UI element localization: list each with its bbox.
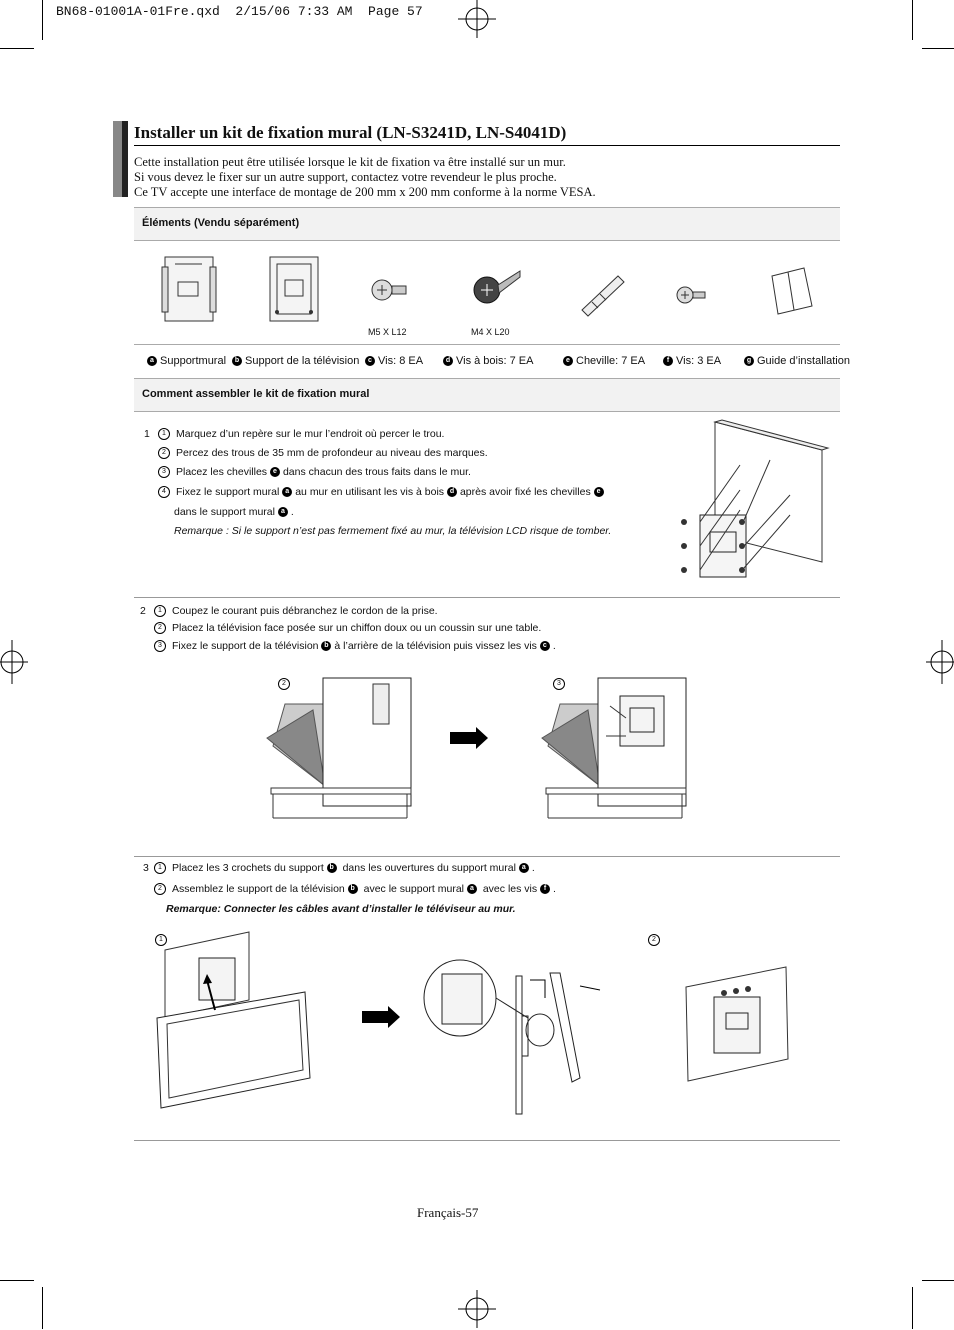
print-header: BN68-01001A-01Fre.qxd 2/15/06 7:33 AM Page 57 xyxy=(56,4,423,19)
step1-note: Remarque : Si le support n’est pas fermement fixé au mur, la télévision LCD risque de tomber. xyxy=(174,525,612,537)
step-number: 2 xyxy=(140,605,146,617)
tv-face-down-diagram xyxy=(265,676,415,821)
wood-screw-icon xyxy=(472,265,522,310)
parts-section-heading xyxy=(134,207,840,241)
legend-label: Cheville: 7 EA xyxy=(576,355,646,367)
crop-mark xyxy=(42,0,43,40)
step-text: Placez la télévision face posée sur un chiffon doux ou un coussin sur une table. xyxy=(172,622,542,634)
step-text: après avoir fixé les chevilles xyxy=(459,486,591,498)
legend-label: Vis: 3 EA xyxy=(676,355,722,367)
step3-line: 2 Assemblez le support de la télévision b avec le support mural a avec les vis f . xyxy=(154,882,556,896)
step3-note: Remarque: Connecter les câbles avant d’installer le téléviseur au mur. xyxy=(166,903,516,915)
legend-item: d Vis à bois: 7 EA xyxy=(443,355,533,367)
assembly-section-heading xyxy=(134,378,840,412)
legend-label: Support de la télévision xyxy=(245,355,360,367)
crop-mark xyxy=(0,1280,34,1281)
registration-mark-icon xyxy=(458,1290,498,1330)
step-text: dans le support mural xyxy=(174,506,275,518)
installation-guide-icon xyxy=(768,266,818,318)
legend-item: b Support de la télévision xyxy=(232,355,359,367)
intro-line: Si vous devez le fixer sur un autre support, contactez votre revendeur le plus proche. xyxy=(134,170,557,184)
step-divider xyxy=(134,597,840,598)
step-text: Placez les chevilles xyxy=(176,466,268,478)
registration-mark-icon xyxy=(0,640,30,680)
step-text: avec le support mural xyxy=(363,883,464,895)
step1-line: 3 Placez les chevilles e dans chacun des trous faits dans le mur. xyxy=(158,465,471,479)
step-text: Percez des trous de 35 mm de profondeur au niveau des marques. xyxy=(176,447,488,459)
step2-line: 3 Fixez le support de la télévision b à l’arrière de la télévision puis vissez les vis c . xyxy=(154,639,556,653)
figure-label: 2 xyxy=(648,933,666,947)
title-accent-bar xyxy=(122,121,128,197)
crop-mark xyxy=(922,48,954,49)
legend-item: c Vis: 8 EA xyxy=(365,355,423,367)
step-text: avec les vis xyxy=(482,883,538,895)
legend-label: Vis: 8 EA xyxy=(378,355,424,367)
intro-line: Cette installation peut être utilisée lorsque le kit de fixation va être installé sur un mur. xyxy=(134,155,566,169)
crop-mark xyxy=(912,1287,913,1329)
step-text: à l’arrière de la télévision puis vissez les vis xyxy=(334,640,537,652)
step-text: Fixez le support mural xyxy=(176,486,280,498)
page-number: Français-57 xyxy=(417,1205,479,1220)
step-number: 3 xyxy=(143,862,149,874)
registration-mark-icon xyxy=(458,0,498,40)
step-text: au mur en utilisant les vis à bois xyxy=(295,486,445,498)
step-number: 1 xyxy=(144,428,150,440)
step-text: Fixez le support de la télévision xyxy=(172,640,319,652)
small-screw-icon xyxy=(675,282,707,308)
intro-line: Ce TV accepte une interface de montage de 200 mm x 200 mm conforme à la norme VESA. xyxy=(134,185,596,199)
arrow-right-icon xyxy=(450,727,490,749)
size-label: M4 X L20 xyxy=(471,327,510,337)
screw-icon xyxy=(370,272,410,308)
tv-bracket-icon xyxy=(265,252,325,327)
step2-line: 2 Placez la télévision face posée sur un chiffon doux ou un coussin sur une table. xyxy=(154,621,541,635)
step2-line: 1 Coupez le courant puis débranchez le cordon de la prise. xyxy=(154,604,438,618)
step-divider xyxy=(134,856,840,857)
crop-mark xyxy=(42,1287,43,1329)
legend-label: Vis à bois: 7 EA xyxy=(456,355,534,367)
legend-item: f Vis: 3 EA xyxy=(663,355,721,367)
wall-bracket-icon xyxy=(160,252,220,327)
assembly-heading-text: Comment assembler le kit de fixation mural xyxy=(142,388,370,400)
step-text: dans les ouvertures du support mural xyxy=(342,862,516,874)
tv-bracket-attach-diagram xyxy=(540,676,690,821)
hook-detail-diagram xyxy=(420,958,605,1118)
step1-line: dans le support mural a . xyxy=(174,506,294,518)
step1-line: 4 Fixez le support mural a au mur en utilisant les vis à bois d après avoir fixé les chevilles e xyxy=(158,485,607,499)
registration-mark-icon xyxy=(924,640,954,680)
figure-label: 1 xyxy=(155,933,173,947)
figure-label: 2 xyxy=(278,677,296,691)
crop-mark xyxy=(0,48,34,49)
legend-label: Guide d’installation xyxy=(757,355,850,367)
legend-item: a Supportmural xyxy=(147,355,226,367)
step-text: Assemblez le support de la télévision xyxy=(172,883,345,895)
step-text: Placez les 3 crochets du support xyxy=(172,862,324,874)
tv-hang-diagram xyxy=(155,930,325,1110)
page-title: Installer un kit de fixation mural (LN-S3241D, LN-S4041D) xyxy=(134,123,567,142)
step-text: Marquez d’un repère sur le mur l’endroit où percer le trou. xyxy=(176,428,445,440)
step-divider xyxy=(134,1140,840,1141)
title-divider xyxy=(134,145,840,146)
figure-label: 3 xyxy=(553,677,571,691)
arrow-right-icon xyxy=(362,1006,402,1028)
legend-label: Supportmural xyxy=(160,355,227,367)
step1-line: 2 Percez des trous de 35 mm de profondeur au niveau des marques. xyxy=(158,446,488,460)
parts-heading-text: Éléments (Vendu séparément) xyxy=(142,217,300,229)
legend-item: g Guide d’installation xyxy=(744,355,850,367)
crop-mark xyxy=(912,0,913,40)
mounted-bracket-diagram xyxy=(684,965,794,1085)
wall-mount-diagram xyxy=(670,420,830,585)
size-label: M5 X L12 xyxy=(368,327,407,337)
step1-line: 1 Marquez d’un repère sur le mur l’endroit où percer le trou. xyxy=(158,427,444,441)
legend-item: e Cheville: 7 EA xyxy=(563,355,645,367)
step-text: Coupez le courant puis débranchez le cordon de la prise. xyxy=(172,605,438,617)
crop-mark xyxy=(922,1280,954,1281)
intro-text xyxy=(134,155,596,200)
step-text: dans chacun des trous faits dans le mur. xyxy=(282,466,471,478)
step3-line: 1 Placez les 3 crochets du support b dans les ouvertures du support mural a . xyxy=(154,861,535,875)
wall-anchor-icon xyxy=(578,272,628,317)
